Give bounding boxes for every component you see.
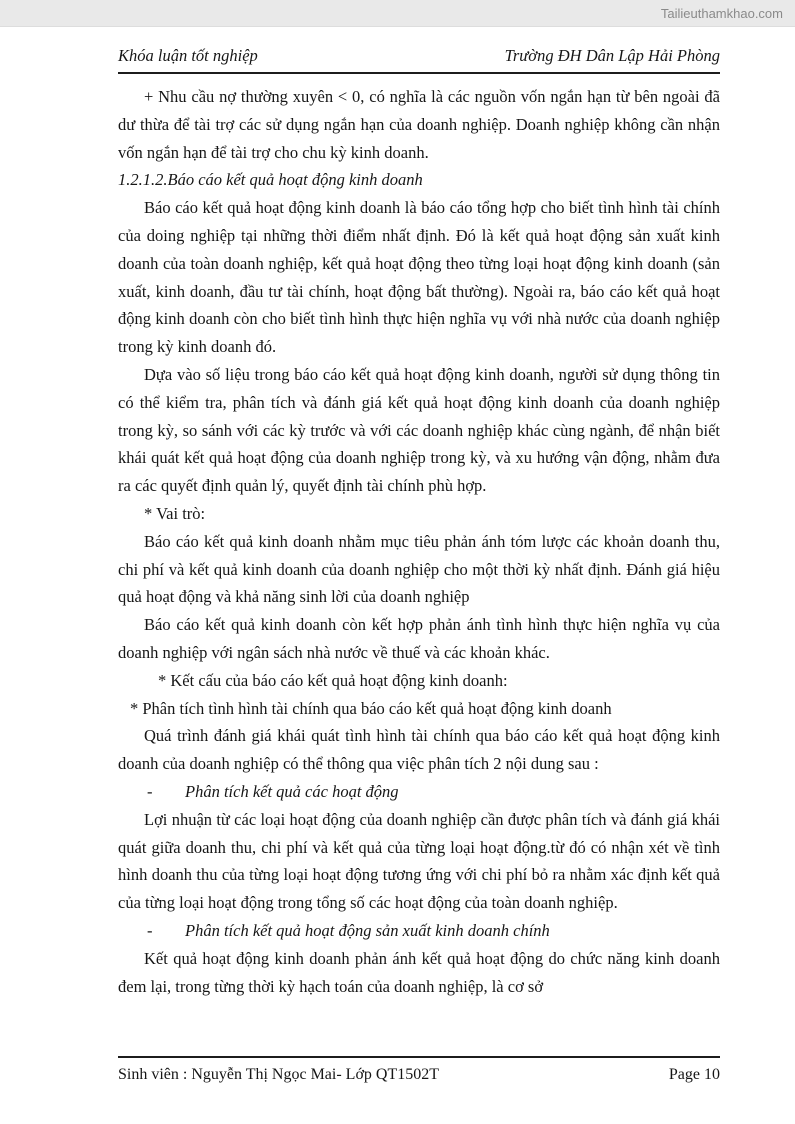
footer-student-name: Sinh viên : Nguyễn Thị Ngọc Mai- Lớp QT1502T: [118, 1066, 440, 1083]
paragraph-text: Dựa vào số liệu trong báo cáo kết quả hoạt động kinh doanh, người sử dụng thông tin có thể kiểm tra, phân tích và đánh giá kết quả hoạt động kinh doanh của doanh nghiệp trong kỳ, so sánh với các kỳ trước và với các doanh nghiệp khác cùng ngành, để nhận biết khái quát kết quả hoạt động của doanh nghiệp trong kỳ, và xu hướng vận động, nhằm đưa ra các quyết định quản lý, quyết định tài chính phù hợp.: [118, 364, 720, 496]
paragraph-text: * Kết cấu của báo cáo kết quả hoạt động kinh doanh:: [158, 670, 508, 690]
document-body: [118, 74, 720, 1000]
paragraph-text: * Vai trò:: [144, 503, 206, 523]
paragraph-text: Phân tích kết quả các hoạt động: [185, 781, 399, 801]
paragraph: [118, 806, 720, 917]
header-left-title: Khóa luận tốt nghiệp: [118, 46, 258, 65]
page-footer: [118, 1056, 720, 1085]
paragraph: [118, 528, 720, 611]
paragraph-text: Báo cáo kết quả kinh doanh còn kết hợp phản ánh tình hình thực hiện nghĩa vụ của doanh nghiệp với ngân sách nhà nước về thuế và các khoản khác.: [118, 615, 720, 662]
paragraph: [118, 695, 720, 723]
paragraph-text: Báo cáo kết quả hoạt động kinh doanh là báo cáo tổng hợp cho biết tình hình tài chính của doing nghiệp tại những thời điểm nhất định. Đó là kết quả hoạt động sản xuất kinh doanh của toàn doanh nghiệp, kết quả hoạt động theo từng loại hoạt động kinh doanh (sản xuất, kinh doanh, đầu tư tài chính, hoạt động bất thường). Ngoài ra, báo cáo kết quả hoạt động kinh doanh còn cho biết tình hình thực hiện nghĩa vụ với nhà nước của doanh nghiệp trong kỳ kinh doanh đó.: [118, 198, 720, 357]
paragraph: [118, 667, 720, 695]
paragraph-text: Báo cáo kết quả kinh doanh nhằm mục tiêu phản ánh tóm lược các khoản doanh thu, chi phí và kết quả kinh doanh của doanh nghiệp cho một thời kỳ nhất định. Đánh giá hiệu quả hoạt động và khả năng sinh lời của doanh nghiệp: [118, 531, 720, 607]
section-heading: [118, 166, 720, 194]
paragraph-text: Quá trình đánh giá khái quát tình hình tài chính qua báo cáo kết quả hoạt động kinh doanh của doanh nghiệp có thể thông qua việc phân tích 2 nội dung sau :: [118, 726, 720, 774]
paragraph-text: + Nhu cầu nợ thường xuyên < 0, có nghĩa là các nguồn vốn ngắn hạn từ bên ngoài đã dư thừa để tài trợ các sử dụng ngắn hạn của doanh nghiệp. Doanh nghiệp không cần nhận vốn ngắn hạn để tài trợ cho chu kỳ kinh doanh.: [118, 87, 720, 162]
paragraph-text: Lợi nhuận từ các loại hoạt động của doanh nghiệp cần được phân tích và đánh giá khái quát giữa doanh thu, chi phí và kết quả của từng loại hoạt động.từ đó có nhận xét về tình hình doanh thu của từng loại hoạt động tương ứng với chi phí bỏ ra nhằm xác định kết quả của từng loại hoạt động trong tổng số các hoạt động của toàn doanh nghiệp.: [118, 809, 720, 913]
paragraph-text: Phân tích kết quả hoạt động sản xuất kinh doanh chính: [185, 920, 550, 940]
header-right-title: Trường ĐH Dân Lập Hải Phòng: [504, 46, 720, 65]
paragraph: [118, 194, 720, 361]
paragraph-text: Kết quả hoạt động kinh doanh phản ánh kết quả hoạt động do chức năng kinh doanh đem lại, trong từng thời kỳ hạch toán của doanh nghiệp, là cơ sở: [118, 948, 720, 996]
paragraph: [118, 361, 720, 500]
page-header: [118, 45, 720, 74]
paragraph: [118, 500, 720, 528]
paragraph: [118, 945, 720, 1001]
list-marker: -: [147, 781, 153, 801]
paragraph: [118, 611, 720, 667]
list-item: [118, 917, 720, 945]
footer-page-number: Page 10: [668, 1066, 720, 1083]
list-item: [118, 778, 720, 806]
list-marker: -: [147, 920, 153, 940]
watermark-link[interactable]: Tailieuthamkhao.com: [660, 5, 783, 21]
watermark-bar: [0, 0, 795, 27]
paragraph: [118, 722, 720, 778]
paragraph-text: * Phân tích tình hình tài chính qua báo cáo kết quả hoạt động kinh doanh: [130, 698, 612, 718]
paragraph: [118, 83, 720, 166]
document-page: [0, 27, 795, 1000]
paragraph-text: 1.2.1.2.Báo cáo kết quả hoạt động kinh doanh: [118, 170, 423, 190]
